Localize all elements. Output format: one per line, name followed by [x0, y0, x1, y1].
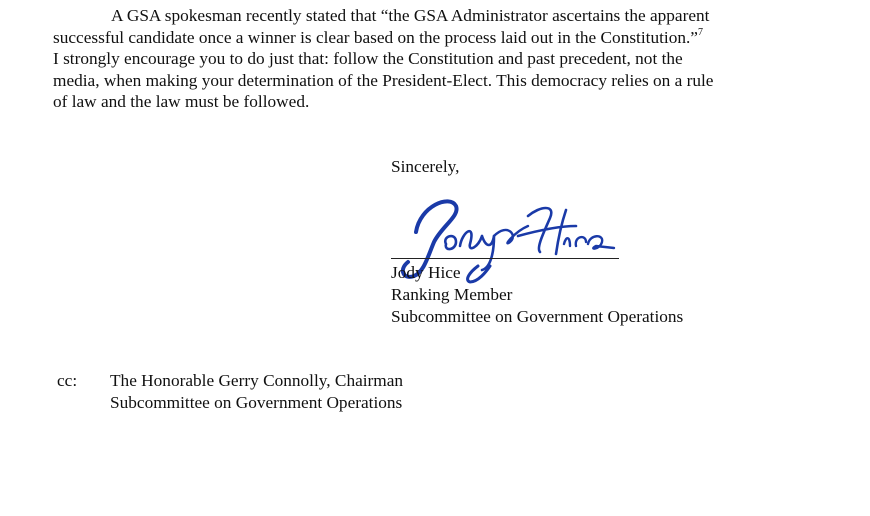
body-paragraph — [53, 5, 833, 113]
body-line-1: A GSA spokesman recently stated that “the GSA Administrator ascertains the apparent — [111, 6, 710, 25]
footnote-marker: 7 — [697, 26, 703, 38]
signer-title: Ranking Member — [391, 285, 513, 304]
body-line-2-text: successful candidate once a winner is clear based on the process laid out in the Constitution.” — [53, 27, 698, 47]
cc-committee: Subcommittee on Government Operations — [110, 393, 403, 412]
signature-line — [391, 258, 619, 259]
cc-recipient-block — [110, 370, 403, 414]
signature-block — [391, 262, 683, 328]
body-line-4: media, when making your determination of the President-Elect. This democracy relies on a rule — [53, 70, 714, 90]
signer-name: Jody Hice — [391, 263, 461, 282]
body-line-5: of law and the law must be followed. — [53, 92, 310, 111]
body-line-2 — [53, 27, 833, 49]
cc-label: cc: — [57, 371, 78, 390]
body-line-3: I strongly encourage you to do just that: follow the Constitution and past precedent, not the — [53, 49, 683, 68]
cc-recipient: The Honorable Gerry Connolly, Chairman — [110, 371, 404, 390]
closing-salutation: Sincerely, — [391, 157, 460, 176]
signer-committee: Subcommittee on Government Operations — [391, 307, 684, 326]
